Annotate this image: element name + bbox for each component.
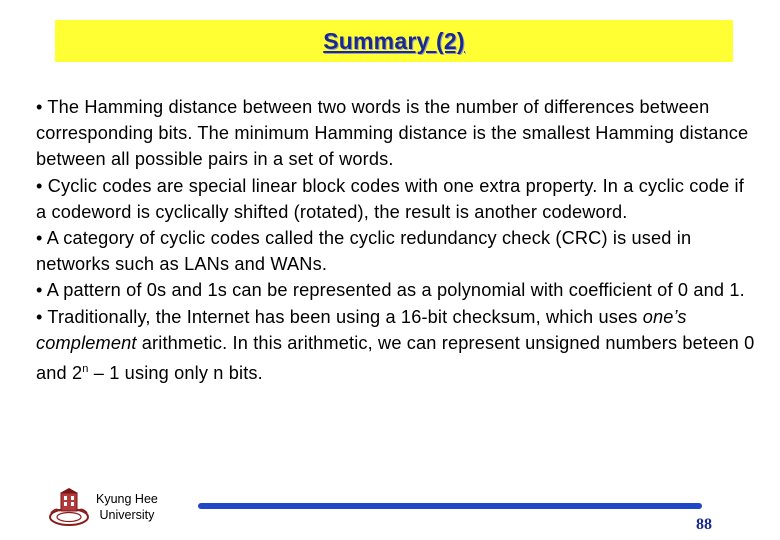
bullet-polynomial: • A pattern of 0s and 1s can be represented as a polynomial with coefficient of 0 and 1. — [36, 280, 745, 301]
bullet-checksum-superscript: n — [82, 363, 89, 376]
bullet-checksum-emphasis: one’s complement — [36, 306, 687, 353]
university-seal-icon — [48, 487, 90, 527]
university-name-line1: Kyung Hee — [96, 492, 158, 506]
bullet-checksum-part3: – 1 using only n bits. — [88, 363, 263, 384]
slide-body — [36, 94, 756, 386]
slide-title: Summary (2) — [323, 27, 465, 54]
footer-divider-bar — [198, 503, 702, 509]
bullet-cyclic-codes: • Cyclic codes are special linear block codes with one extra property. In a cyclic code if a codeword is cyclically shifted (rotated), the result is another codeword. — [36, 175, 744, 222]
university-name — [96, 491, 158, 523]
university-name-line2: University — [99, 508, 155, 522]
bullet-crc: • A category of cyclic codes called the cyclic redundancy check (CRC) is used in networks such as LANs and WANs. — [36, 228, 692, 275]
bullet-hamming: • The Hamming distance between two words is the number of differences between corresponding bits. The minimum Hamming distance is the smallest Hamming distance between all possible pairs in a set of words. — [36, 97, 749, 170]
title-bar — [55, 20, 733, 62]
page-number: 88 — [696, 516, 712, 533]
bullet-checksum-part2: arithmetic. In this arithmetic, we can represent unsigned numbers beteen 0 and 2 — [36, 332, 755, 384]
bullet-checksum — [36, 304, 756, 387]
bullet-checksum-part1: • Traditionally, the Internet has been using a 16-bit checksum, which uses — [36, 306, 643, 327]
